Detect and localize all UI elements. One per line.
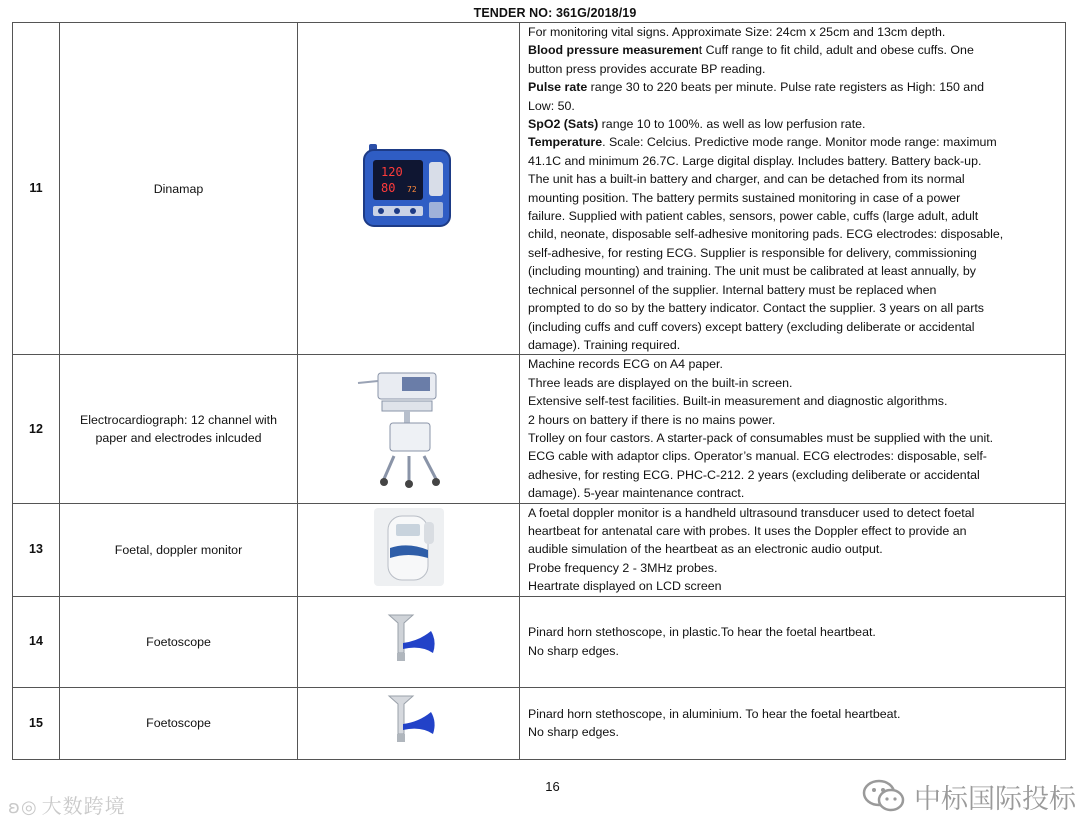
desc-line: Pulse rate range 30 to 220 beats per minute. Pulse rate registers as High: 150 and [528, 80, 984, 95]
watermark-left [8, 790, 126, 819]
desc-line: SpO2 (Sats) range 10 to 100%. as well as low perfusion rate. [528, 117, 866, 132]
spec-table [12, 22, 1066, 760]
item-number: 12 [13, 355, 60, 503]
item-name: Foetal, doppler monitor [60, 503, 298, 596]
desc-line: Three leads are displayed on the built-in screen. [528, 375, 793, 390]
desc-line: For monitoring vital signs. Approximate Size: 24cm x 25cm and 13cm depth. [528, 25, 946, 39]
table-row [13, 596, 1066, 687]
item-number: 15 [13, 687, 60, 759]
desc-line: prompted to do so by the battery indicator. Contact the supplier. 3 years on all parts [528, 301, 984, 316]
item-description [520, 23, 1066, 355]
desc-line: Heartrate displayed on LCD screen [528, 579, 722, 594]
svg-text:120: 120 [380, 164, 403, 179]
desc-line: Low: 50. [528, 98, 575, 113]
desc-line: self-adhesive, for resting ECG. Supplier is responsible for delivery, commissioning [528, 245, 977, 260]
table-row [13, 687, 1066, 759]
desc-line: No sharp edges. [528, 725, 619, 740]
item-description [520, 687, 1066, 759]
desc-line: (including cuffs and cuff covers) except battery (excluding deliberate or accidental [528, 319, 975, 334]
desc-line: 2 hours on battery if there is no mains power. [528, 412, 776, 427]
desc-line: Pinard horn stethoscope, in aluminium. To hear the foetal heartbeat. [528, 706, 901, 721]
item-image [298, 687, 520, 759]
page-number: 16 [545, 779, 560, 794]
table-row [13, 355, 1066, 503]
tender-header: TENDER NO: 361G/2018/19 [473, 6, 637, 20]
item-description [520, 596, 1066, 687]
desc-line: Blood pressure measurement Cuff range to fit child, adult and obese cuffs. One [528, 43, 974, 58]
desc-line: technical personnel of the supplier. Internal battery must be replaced when [528, 282, 937, 297]
svg-text:72: 72 [406, 184, 417, 194]
table-row [13, 503, 1066, 596]
item-name: Foetoscope [60, 596, 298, 687]
pinard-horn-aluminium-image [379, 694, 439, 746]
desc-line: button press provides accurate BP reading. [528, 61, 766, 76]
item-description [520, 503, 1066, 596]
item-image [298, 503, 520, 596]
desc-line: adhesive, for resting ECG. PHC-C-212. 2 years (excluding deliberate or accidental [528, 467, 980, 482]
desc-line: mounting position. The battery permits sustained monitoring in case of a power [528, 190, 961, 205]
desc-line: heartbeat for antenatal care with probes. It uses the Doppler effect to provide an [528, 523, 967, 538]
desc-line: Trolley on four castors. A starter-pack of consumables must be supplied with the unit. [528, 430, 994, 445]
ecg-trolley-image [354, 361, 464, 491]
desc-line: child, neonate, disposable self-adhesive monitoring pads. ECG electrodes: disposable, [528, 227, 1004, 242]
item-number: 14 [13, 596, 60, 687]
desc-line: 41.1C and minimum 26.7C. Large digital display. Includes battery. Battery back-up. [528, 153, 982, 168]
desc-line: Temperature. Scale: Celcius. Predictive mode range. Monitor mode range: maximum [528, 135, 997, 150]
watermark-right-text: 中标国际投标 [914, 783, 1076, 815]
svg-text:80: 80 [380, 180, 395, 195]
item-name: Electrocardiograph: 12 channel with paper and electrodes inlcuded [60, 355, 298, 503]
desc-line: A foetal doppler monitor is a handheld ultrasound transducer used to detect foetal [528, 505, 975, 520]
desc-line: No sharp edges. [528, 643, 619, 658]
desc-line: damage). Training required. [528, 337, 681, 352]
foetal-doppler-image [372, 506, 446, 588]
wechat-icon [862, 779, 906, 813]
vital-signs-monitor-image [359, 140, 459, 232]
desc-line: ECG cable with adaptor clips. Operator’s manual. ECG electrodes: disposable, self- [528, 449, 987, 464]
desc-line: Extensive self-test facilities. Built-in measurement and diagnostic algorithms. [528, 394, 948, 409]
desc-line: Machine records ECG on A4 paper. [528, 357, 723, 372]
item-number: 11 [13, 23, 60, 355]
desc-line: failure. Supplied with patient cables, sensors, power cable, cuffs (large adult, adult [528, 209, 979, 224]
item-image [298, 23, 520, 355]
desc-line: The unit has a built-in battery and charger, and can be detached from its normal [528, 172, 965, 187]
watermark-right [862, 776, 1076, 816]
item-image [298, 596, 520, 687]
item-name: Foetoscope [60, 687, 298, 759]
item-name: Dinamap [60, 23, 298, 355]
desc-line: Pinard horn stethoscope, in plastic.To hear the foetal heartbeat. [528, 625, 876, 640]
desc-line: (including mounting) and training. The unit must be calibrated at least annually, by [528, 264, 976, 279]
item-image [298, 355, 520, 503]
pinard-horn-plastic-image [379, 613, 439, 665]
watermark-left-text: 大数跨境 [41, 794, 126, 818]
desc-line: damage). 5-year maintenance contract. [528, 486, 745, 501]
desc-line: Probe frequency 2 - 3MHz probes. [528, 560, 718, 575]
desc-line: audible simulation of the heartbeat as an electronic audio output. [528, 542, 883, 557]
table-row [13, 23, 1066, 355]
item-number: 13 [13, 503, 60, 596]
item-description [520, 355, 1066, 503]
weibo-logo-icon: ʚ◎ [8, 797, 38, 818]
